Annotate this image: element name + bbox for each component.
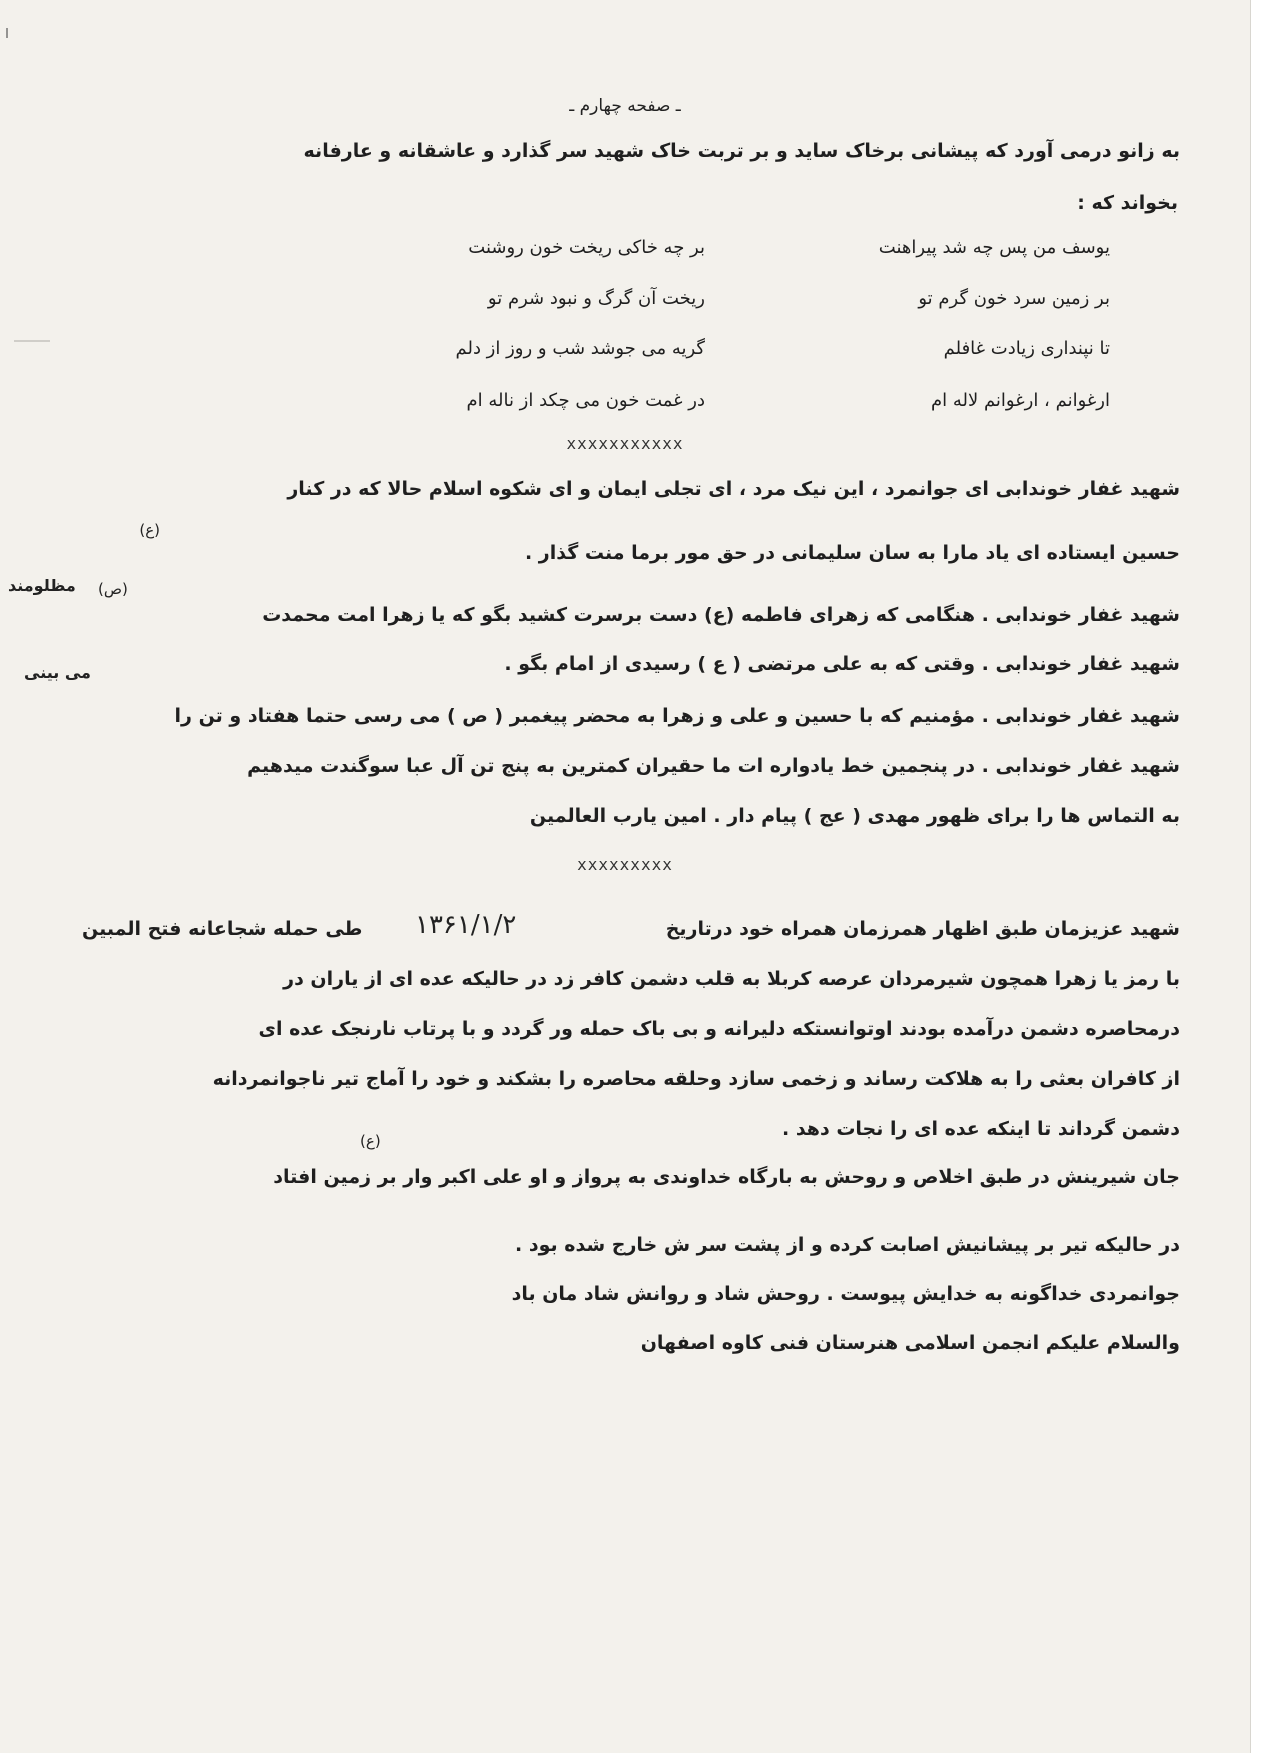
- poem-verse-4-a: ارغوانم ، ارغوانم لاله ام: [930, 390, 1110, 411]
- intro-line-1: به زانو درمی آورد که پیشانی برخاک ساید و بر تربت خاک شهید سر گذارد و عاشقانه و عارفانه: [303, 140, 1180, 162]
- margin-note-mibini: می بینی: [24, 663, 91, 682]
- report-line-9: والسلام علیکم انجمن اسلامی هنرستان فنی کاوه اصفهان: [640, 1332, 1180, 1354]
- report-line-8: جوانمردی خداگونه به خدایش پیوست . روحش شاد و روانش شاد مان باد: [511, 1283, 1180, 1305]
- superscript-sad: (ص): [98, 580, 128, 598]
- report-line-7: در حالیکه تیر بر پیشانیش اصابت کرده و از پشت سر ش خارج شده بود .: [515, 1234, 1180, 1256]
- handwritten-date: ۱۳۶۱/۱/۲: [415, 910, 517, 940]
- tribute-line-1: شهید غفار خوندابی ای جوانمرد ، این نیک مرد ، ای تجلی ایمان و ای شکوه اسلام حالا که در کنار: [287, 478, 1180, 500]
- superscript-ain: (ع): [139, 521, 160, 539]
- page-heading: ـ صفحه چهارم ـ: [569, 96, 681, 116]
- poem-verse-3-b: گریه می جوشد شب و روز از دلم: [455, 338, 705, 359]
- tribute-line-3: شهید غفار خوندابی . هنگامی که زهرای فاطمه (ع) دست برسرت کشید بگو که یا زهرا امت محمدت: [262, 604, 1180, 626]
- tribute-line-7: به التماس ها را برای ظهور مهدی ( عج ) پیام دار . امین یارب العالمین: [529, 805, 1180, 827]
- poem-verse-1-b: بر چه خاکی ریخت خون روشنت: [468, 237, 705, 258]
- intro-line-2: بخواند که :: [1077, 192, 1178, 214]
- superscript-ain-2: (ع): [360, 1132, 381, 1150]
- poem-verse-2-b: ریخت آن گرگ و نبود شرم تو: [487, 288, 705, 309]
- scan-artifact: [6, 28, 8, 38]
- poem-verse-2-a: بر زمین سرد خون گرم تو: [918, 288, 1110, 309]
- report-line-5: دشمن گرداند تا اینکه عده ای را نجات دهد .: [781, 1118, 1180, 1140]
- tribute-line-2: حسین ایستاده ای یاد مارا به سان سلیمانی در حق مور برما منت گذار .: [524, 542, 1180, 564]
- report-line-4: از کافران بعثی را به هلاکت رساند و زخمی سازد وحلقه محاصره را بشکند و خود را آماج تیر ناجوانمردانه: [212, 1068, 1180, 1090]
- scan-artifact: [14, 340, 50, 342]
- tribute-line-4: شهید غفار خوندابی . وقتی که به علی مرتضی ( ع ) رسیدی از امام بگو .: [504, 653, 1180, 675]
- tribute-line-6: شهید غفار خوندابی . در پنجمین خط یادواره ات ما حقیران کمترین به پنج تن آل عبا سوگندت میدهیم: [247, 755, 1180, 777]
- report-line-3: درمحاصره دشمن درآمده بودند اوتوانستکه دلیرانه و بی باک حمله ور گردد و با پرتاب نارنجک عده ای: [258, 1018, 1180, 1040]
- poem-verse-4-b: در غمت خون می چکد از ناله ام: [466, 390, 705, 411]
- separator-2: xxxxxxxxx: [577, 855, 673, 874]
- report-line-6: جان شیرینش در طبق اخلاص و روحش به بارگاه خداوندی به پرواز و او علی اکبر وار بر زمین افتاد: [273, 1166, 1180, 1188]
- report-line-2: با رمز یا زهرا همچون شیرمردان عرصه کربلا به قلب دشمن کافر زد در حالیکه عده ای از یاران در: [283, 968, 1180, 990]
- report-line-1-end: طی حمله شجاعانه فتح المبین: [82, 918, 363, 940]
- poem-verse-3-a: تا نپنداری زیادت غافلم: [943, 338, 1110, 359]
- margin-note-mazlumand: مظلومند: [8, 576, 76, 595]
- tribute-line-5: شهید غفار خوندابی . مؤمنیم که با حسین و علی و زهرا به محضر پیغمبر ( ص ) می رسی حتما هفتاد و تن را: [174, 705, 1180, 727]
- report-line-1-start: شهید عزیزمان طبق اظهار همرزمان همراه خود درتاریخ: [665, 918, 1180, 940]
- poem-verse-1-a: یوسف من پس چه شد پیراهنت: [878, 237, 1110, 258]
- separator-1: xxxxxxxxxxx: [566, 434, 684, 453]
